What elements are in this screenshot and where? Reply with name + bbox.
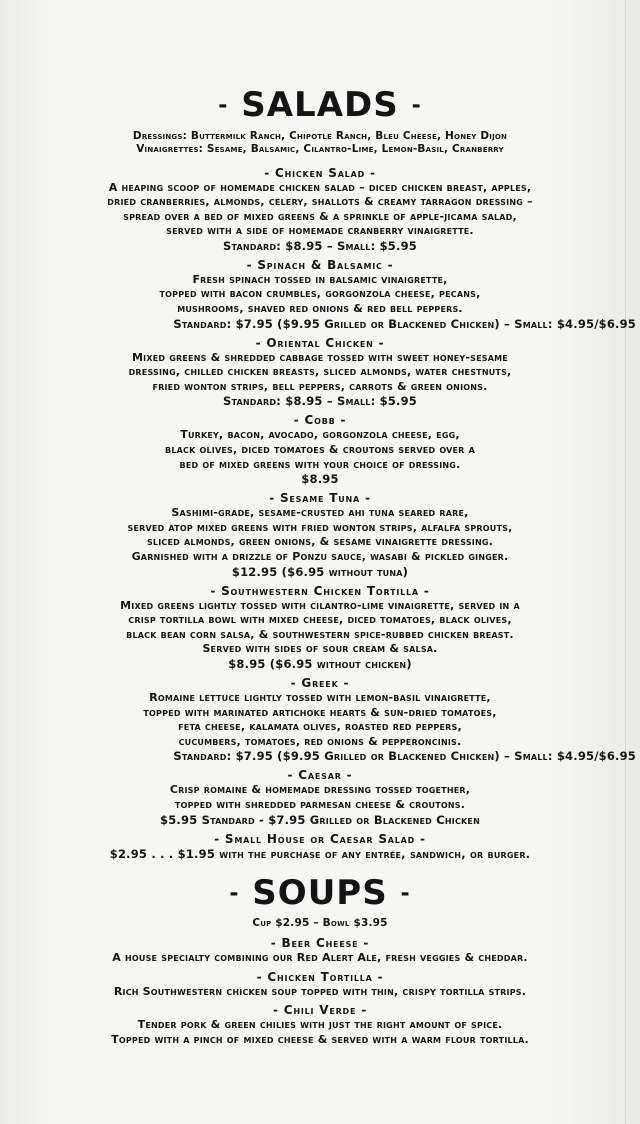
salads-item-price: $8.95 — [301, 472, 339, 487]
salads-item-name: - Oriental Chicken - — [255, 335, 385, 350]
salads-item — [0, 768, 640, 827]
salads-item-price: $2.95 . . . $1.95 with the purchase of any entrée, sandwich, or burger. — [109, 846, 531, 861]
salads-item-name: - Greek - — [290, 675, 350, 690]
salads-item-desc: A heaping scoop of homemade chicken salad – diced chicken breast, apples, — [108, 180, 532, 194]
salads-item-desc: served with a side of homemade cranberry vinaigrette. — [166, 224, 474, 238]
soups-item — [0, 936, 640, 966]
salads-item-price: $5.95 Standard - $7.95 Grilled or Blackened Chicken — [160, 812, 480, 827]
salads-item — [0, 676, 640, 764]
salads-item-desc: mushrooms, shaved red onions & red bell peppers. — [177, 302, 463, 316]
salads-item-name: - Spinach & Balsamic - — [246, 257, 394, 272]
salads-item-desc: fried wonton strips, bell peppers, carrots & green onions. — [152, 379, 488, 393]
salads-item-price: Standard: $8.95 – Small: $5.95 — [223, 238, 417, 253]
salads-item-price: Standard: $8.95 – Small: $5.95 — [223, 394, 417, 409]
salads-heading: - SALADS - — [218, 85, 422, 125]
soups-item-name: - Chili Verde - — [272, 1003, 368, 1018]
salads-item-desc: crisp tortilla bowl with mixed cheese, diced tomatoes, black olives, — [128, 613, 512, 627]
salads-item-desc: black olives, diced tomatoes & croutons served over a — [165, 443, 475, 457]
dressings-list: Dressings: Buttermilk Ranch, Chipotle Ranch, Bleu Cheese, Honey Dijon Vinaigrettes: Sesame, Balsamic, Cilantro-Lime, Lemon-Basil, Cranberry — [132, 129, 508, 155]
salads-item-desc: Crisp romaine & homemade dressing tossed together, — [169, 783, 471, 797]
salads-item-name: - Sesame Tuna - — [269, 491, 371, 506]
salad-items — [0, 166, 640, 862]
salads-item — [0, 491, 640, 579]
salads-item-desc: cucumbers, tomatoes, red onions & pepperoncinis. — [178, 734, 462, 748]
salads-item-desc: topped with bacon crumbles, gorgonzola cheese, pecans, — [159, 287, 481, 301]
soups-item-name: - Beer Cheese - — [270, 936, 370, 951]
salads-item-desc: Fresh spinach tossed in balsamic vinaigrette, — [192, 272, 448, 286]
soups-item-desc: Tender pork & green chilies with just the right amount of spice. — [137, 1018, 503, 1032]
salads-item-desc: dressing, chilled chicken breasts, sliced almonds, water chestnuts, — [128, 365, 512, 379]
salads-item-name: - Southwestern Chicken Tortilla - — [210, 583, 430, 598]
salads-item-desc: Mixed greens & shredded cabbage tossed with sweet honey-sesame — [132, 350, 508, 364]
salads-item-price: $8.95 ($6.95 without chicken) — [228, 656, 412, 671]
soups-item-name: - Chicken Tortilla - — [256, 969, 384, 984]
salads-item-desc: Served with sides of sour cream & salsa. — [202, 642, 438, 656]
salads-item-desc: bed of mixed greens with your choice of dressing. — [179, 457, 461, 471]
salads-item — [0, 166, 640, 254]
soup-items — [0, 936, 640, 1047]
salads-item — [0, 413, 640, 487]
salads-item-desc: served atop mixed greens with fried wonton strips, alfalfa sprouts, — [127, 520, 513, 534]
salads-item-name: - Caesar - — [287, 768, 353, 783]
salads-item — [0, 258, 640, 332]
salads-item — [0, 336, 640, 410]
salads-item-desc: dried cranberries, almonds, celery, shallots & creamy tarragon dressing – — [107, 195, 533, 209]
salads-item-desc: feta cheese, kalamata olives, roasted red peppers, — [178, 720, 462, 734]
soups-heading: - SOUPS - — [229, 872, 411, 913]
salads-item-desc: topped with marinated artichoke hearts & sun-dried tomatoes, — [143, 705, 497, 719]
soups-item — [0, 970, 640, 1000]
salads-item-desc: black bean corn salsa, & southwestern spice-rubbed chicken breast. — [126, 627, 514, 641]
soups-item-desc: A house specialty combining our Red Alert Ale, fresh veggies & cheddar. — [112, 951, 528, 965]
salads-item-desc: sliced almonds, green onions, & sesame vinaigrette dressing. — [146, 535, 494, 549]
soups-item — [0, 1003, 640, 1047]
salads-item-desc: Mixed greens lightly tossed with cilantro-lime vinaigrette, served in a — [120, 598, 520, 612]
soups-item-desc: Topped with a pinch of mixed cheese & served with a warm flour tortilla. — [111, 1032, 529, 1046]
salads-item-desc: Sashimi-grade, sesame-crusted ahi tuna seared rare, — [171, 506, 469, 520]
salads-item-desc: spread over a bed of mixed greens & a sprinkle of apple-jicama salad, — [123, 209, 517, 223]
menu-content — [0, 86, 640, 1051]
salads-item-desc: Turkey, bacon, avocado, gorgonzola cheese, egg, — [180, 428, 460, 442]
salads-item-desc: topped with shredded parmesan cheese & croutons. — [174, 797, 466, 811]
salads-item-name: - Cobb - — [293, 413, 347, 428]
salads-item-price: $12.95 ($6.95 without tuna) — [231, 564, 409, 579]
salads-item-price: Standard: $7.95 ($9.95 Grilled or Blackened Chicken) – Small: $4.95/$6.95 — [173, 749, 636, 764]
soups-item-desc: Rich Southwestern chicken soup topped with thin, crispy tortilla strips. — [113, 984, 527, 998]
salads-item-desc: Romaine lettuce lightly tossed with lemon-basil vinaigrette, — [149, 690, 491, 704]
salads-item — [0, 832, 640, 862]
salads-item-price: Standard: $7.95 ($9.95 Grilled or Blackened Chicken) – Small: $4.95/$6.95 — [173, 316, 636, 331]
salads-item — [0, 584, 640, 672]
salads-item-name: - Small House or Caesar Salad - — [214, 831, 426, 846]
salads-item-desc: Garnished with a drizzle of Ponzu sauce, wasabi & pickled ginger. — [131, 550, 509, 563]
salads-item-name: - Chicken Salad - — [264, 165, 376, 180]
soup-prices: Cup $2.95 – Bowl $3.95 — [252, 917, 388, 930]
